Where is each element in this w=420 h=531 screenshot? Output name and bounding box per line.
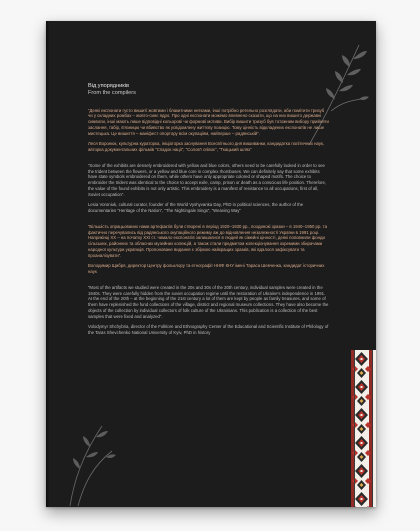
spine-shadow [46, 21, 50, 507]
attribution-ukrainian-voroniuk: Леся Воронюк, культурна кураторка, ініціаторка заснування Всесвітнього дня вишиванки, кандидатка політичних наук, авторка документальних фільмів “Спадок нації”, “Солов'ї співоє”, “Ткацький шлях” [88, 141, 325, 153]
quote-english-shchybria: “Most of the artifacts we studied were created in the 20s and 30s of the 20th century, individual samples were created in the 1940s. They were carefully hidden from the soviet occupation regime until the restoration of Ukraine's independence in 1991. At the end of the 20th – at the beginning of the 21st century a lot of them are kept by people as family treasures, and some of them have replenished the fund collections of the village, district and regional museum collections. They have also become the objects of the collection by individual collectors of folk culture of the Ukrainians. This publication is a collection of the best samples that were fixed and analyzed”. [88, 284, 329, 319]
quote-ukrainian-voroniuk: “Деякі експонати густо вишиті жовтими і блакитними нитками, інші потрібно ретельно розглядати, аби помітити тризуб чи у складних ромбах – жовто-синє ядро. Про одні експонати можемо впевнено сказати, що на них вишито державні символи, інші мають лише відповідні кольорові чи формові мотиви. Вибір вишити тризуб був тотожним вибору прийняти заслання, табір, в'язницю чи вбивство як усвідомлену життєву позицію. Тому цінність відкладених експонатів не лише мистецька. Це вишиття – маніфест опортору всім окупаціям, найперше – радянській”. [88, 107, 329, 136]
embroidery-pattern-image [347, 350, 376, 507]
book-back-cover [46, 21, 376, 507]
grass-illustration [60, 421, 120, 506]
attribution-english-voroniuk: Lesia Voroniuk, cultural curator, founder of the World Vyshyvanka Day, PhD in political sciences, the author of the documentaries “Heritage of the Nation”, “The Nightingale Sings”, “Weaving Way” [88, 202, 304, 214]
attribution-english-shchybria: Volodymyr Shchybria, director of the Folklore and Ethnography Center of the Educational and Scientific Institute of Philology of the Taras Shevchenko National University of Kyiv, PhD in history [88, 324, 329, 336]
embroidery-ribbon-strip [347, 350, 376, 507]
attribution-ukrainian-shchybria: Володимир Щибря, директор Центру фольклору та етнографії ННІФ КНУ імені Тараса Шевченка, кандидат історичних наук [88, 263, 325, 275]
compilers-text-block [88, 83, 330, 341]
quote-english-voroniuk: “Some of the exhibits are densely embroidered with yellow and blue colors, others need to be carefully looked in order to see the trident between the flowers, or a yellow and blue core in complex rhombuses. We can definitely say that some exhibits have state symbols embroidered on them, while others have only appropriate colored or shaped motifs. The choice to embroider the trident was identical to the choice to accept exile, camp, prison or death as a conscious life position. Therefore, the value of the found exhibits is not only artistic. This embroidery is a manifest of resistance to all occupations, first of all, Soviet occupation”. [88, 162, 327, 197]
quote-ukrainian-shchybria: “Більшість опрацьованих нами артефактів були створені в період 1920–1930 рр., поодинокі зразки – в 1940–1950 рр. та фактично перечувались від радянського окупаційного режиму аж до відновлення незалежності України в 1991 році. Наприкінці ХХ – на початку ХХІ ст. чимало експонатів залишалися в людей як сімейні цінності, деякі поповнили фонди сільських, районних та обласних музейних колекцій, а також стали предметом колекціонування окремими збирачами народної культури українців. Пропоноване видання є збіркою найкращих зразків, які вдалося зафіксувати та проаналізувати”. [88, 223, 328, 258]
heading-ukrainian: Від упорядників [88, 83, 129, 89]
heading-english: From the compilers [88, 90, 136, 97]
